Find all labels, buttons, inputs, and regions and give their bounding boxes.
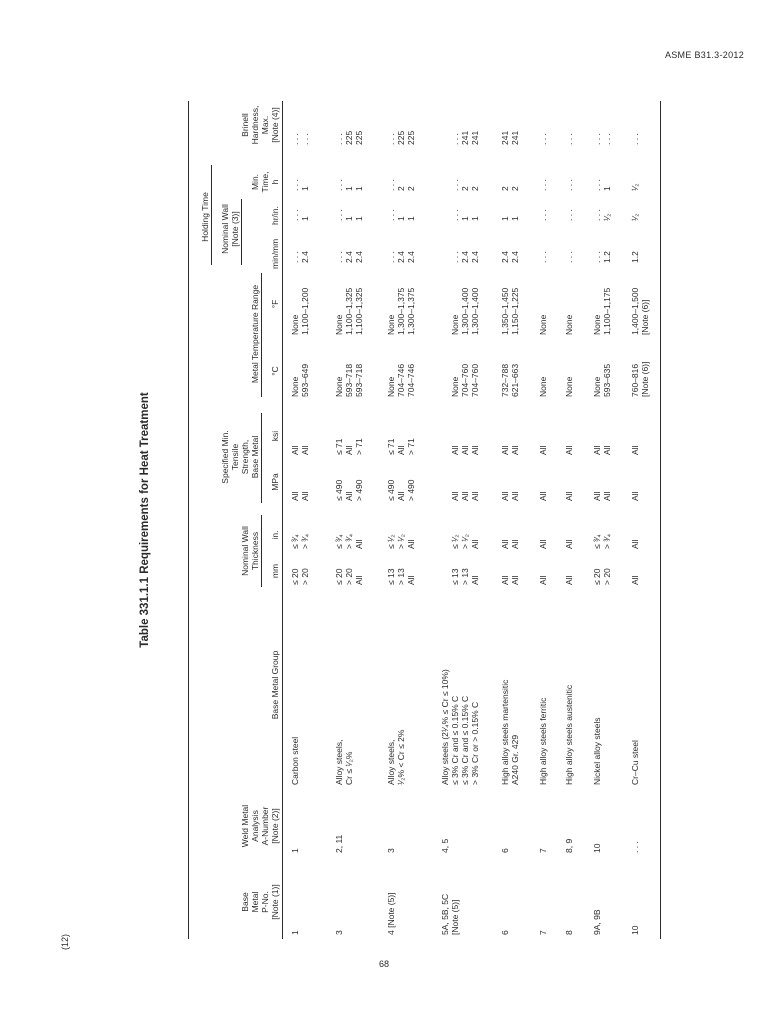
cell-mm: ≤ 20 (334, 568, 344, 585)
cell-f: 1,100–1,175 (602, 287, 612, 335)
cell-f: 1,400–1,500 (630, 287, 640, 335)
cell-hr-in: ¹⁄₂ (602, 213, 612, 221)
cell-brinell: . . . (450, 133, 460, 145)
cell-hr-in: . . . (290, 209, 300, 221)
cell-hr-in: 1 (300, 216, 310, 221)
cell-mm: All (630, 575, 640, 585)
cell-hr-in: . . . (450, 209, 460, 221)
cell-min-mm: . . . (564, 251, 574, 263)
cell-in: > ¹⁄₂ (396, 534, 406, 549)
header-min-mm: min/mm (270, 238, 280, 269)
header-brinell: Max. (260, 115, 270, 135)
cell-ksi: All (592, 445, 602, 455)
cell-brinell: 225 (354, 130, 364, 145)
header-nominal-wall: [Note (3)] (230, 211, 240, 247)
cell-mm: All (500, 575, 510, 585)
cell-min-mm: 2.4 (500, 251, 510, 263)
cell-f: None (334, 314, 344, 335)
header-nominal-wall: Nominal Wall (220, 204, 230, 254)
cell-ksi: All (460, 445, 470, 455)
header-min-time: Time, (260, 171, 270, 193)
header-tensile: Base Metal (250, 435, 260, 479)
cell-mm: > 20 (344, 568, 354, 585)
nominal-wall-rule (241, 199, 242, 265)
cell-min-mm: . . . (450, 251, 460, 263)
cell-h: . . . (290, 179, 300, 191)
cell-in: > ³⁄₄ (300, 533, 310, 549)
cell-c: 593–635 (602, 363, 612, 397)
cell-p-no: 6 (500, 930, 510, 935)
cell-mpa: All (344, 491, 354, 501)
cell-h: . . . (538, 179, 548, 191)
header-bottom-rule (282, 101, 283, 939)
cell-ksi: All (510, 445, 520, 455)
cell-p-no: 10 (630, 925, 640, 935)
cell-group: ≤ 3% Cr and ≤ 0.15% C (460, 695, 470, 785)
header-ksi: ksi (270, 430, 280, 442)
cell-ksi: All (630, 445, 640, 455)
cell-brinell: 225 (344, 130, 354, 145)
header-mm: mm (270, 563, 280, 579)
cell-a-number: 1 (290, 848, 300, 853)
cell-ksi: ≤ 71 (386, 438, 396, 455)
cell-ksi: All (500, 445, 510, 455)
cell-mpa: All (450, 491, 460, 501)
cell-group: ≤ 3% Cr and ≤ 0.15% C (450, 695, 460, 785)
cell-a-number: 6 (500, 848, 510, 853)
cell-h: 1 (300, 186, 310, 191)
cell-brinell: . . . (386, 133, 396, 145)
cell-in: All (354, 539, 364, 549)
cell-in: ≤ ¹⁄₂ (386, 534, 396, 549)
cell-c: None (386, 376, 396, 397)
cell-f: 1,100–1,200 (300, 287, 310, 335)
page-number: 68 (378, 959, 389, 969)
header-p-no: P-No. (260, 891, 270, 913)
cell-hr-in: . . . (386, 209, 396, 221)
cell-f: None (592, 314, 602, 335)
header-tensile: Tensile (230, 443, 240, 471)
cell-mpa: All (470, 491, 480, 501)
cell-f: 1,150–1,225 (510, 287, 520, 335)
cell-c: 732–788 (500, 363, 510, 397)
cell-mm: > 20 (300, 568, 310, 585)
cell-group: High alloy steels martensitic (500, 679, 510, 785)
cell-in: All (564, 539, 574, 549)
cell-c: 704–760 (470, 363, 480, 397)
cell-in: ≤ ³⁄₄ (290, 534, 300, 549)
cell-mm: All (564, 575, 574, 585)
table-title: Table 331.1.1 Requirements for Heat Treatment (139, 392, 151, 648)
cell-f: None (450, 314, 460, 335)
cell-mpa: All (500, 491, 510, 501)
header-p-no: [Note (1)] (270, 884, 280, 920)
cell-hr-in: 1 (510, 216, 520, 221)
header-brinell: Brinell (240, 113, 250, 137)
cell-h: . . . (564, 179, 574, 191)
cell-mpa: All (564, 491, 574, 501)
cell-in: All (510, 539, 520, 549)
header-brinell: [Note (4)] (270, 107, 280, 143)
header-mpa: MPa (270, 473, 280, 491)
heat-treatment-table (140, 95, 760, 945)
cell-brinell: . . . (290, 133, 300, 145)
cell-brinell: . . . (592, 133, 602, 145)
cell-ksi: All (538, 445, 548, 455)
cell-f: 1,350–1,450 (500, 287, 510, 335)
cell-in: All (630, 539, 640, 549)
header-p-no: Metal (250, 891, 260, 913)
cell-min-mm: . . . (334, 251, 344, 263)
cell-group: High alloy steels austenitic (564, 684, 574, 785)
cell-h: 2 (406, 186, 416, 191)
cell-in: All (406, 539, 416, 549)
cell-h: 2 (510, 186, 520, 191)
header-a-number: [Note (2)] (270, 808, 280, 844)
cell-brinell: . . . (300, 133, 310, 145)
cell-in: > ³⁄₄ (344, 533, 354, 549)
header-holding: Holding Time (200, 192, 210, 242)
cell-p-no: 9A, 9B (592, 909, 602, 935)
cell-min-mm: 1.2 (630, 251, 640, 263)
cell-min-mm: 2.4 (460, 251, 470, 263)
cell-p-no: 8 (564, 930, 574, 935)
cell-h: 2 (396, 186, 406, 191)
cell-group: ¹⁄₂% < Cr ≤ 2% (396, 729, 406, 785)
cell-a-number: 7 (538, 848, 548, 853)
cell-mm: > 20 (602, 568, 612, 585)
table-bottom-rule (660, 101, 661, 939)
cell-c: 593–718 (354, 363, 364, 397)
cell-f: [Note (6)] (640, 299, 650, 335)
cell-f: 1,300–1,375 (396, 287, 406, 335)
header-in: in. (270, 530, 280, 540)
cell-c: None (592, 376, 602, 397)
cell-c: [Note (6)] (640, 361, 650, 397)
cell-group: A240 Gr. 429 (510, 734, 520, 785)
cell-h: 2 (470, 186, 480, 191)
cell-brinell: . . . (630, 133, 640, 145)
cell-mpa: All (300, 491, 310, 501)
cell-group: Carbon steel (290, 736, 300, 785)
cell-f: None (290, 314, 300, 335)
cell-min-mm: . . . (386, 251, 396, 263)
cell-mpa: All (630, 491, 640, 501)
cell-mpa: All (602, 491, 612, 501)
cell-group: High alloy steels ferritic (538, 697, 548, 785)
cell-f: 1,300–1,400 (460, 287, 470, 335)
cell-min-mm: 2.4 (510, 251, 520, 263)
cell-f: 1,100–1,325 (354, 287, 364, 335)
cell-p-no: 7 (538, 930, 548, 935)
cell-p-no: 1 (290, 930, 300, 935)
cell-min-mm: . . . (538, 251, 548, 263)
cell-c: 593–649 (300, 363, 310, 397)
header-a-number: Weld Metal (240, 804, 250, 848)
cell-a-number: 2, 11 (334, 834, 344, 853)
cell-min-mm: . . . (592, 251, 602, 263)
cell-ksi: All (396, 445, 406, 455)
cell-hr-in: . . . (538, 209, 548, 221)
cell-in: All (470, 539, 480, 549)
cell-in: ≤ ³⁄₄ (334, 534, 344, 549)
cell-brinell: 241 (460, 130, 470, 145)
header-group: Base Metal Group (270, 650, 280, 720)
cell-h: . . . (334, 179, 344, 191)
cell-ksi: All (470, 445, 480, 455)
cell-hr-in: . . . (592, 209, 602, 221)
cell-in: All (500, 539, 510, 549)
cell-brinell: . . . (538, 133, 548, 145)
header-a-number: Analysis (250, 810, 260, 842)
cell-hr-in: . . . (564, 209, 574, 221)
cell-in: ≤ ³⁄₄ (592, 534, 602, 549)
header-temp-f: °F (270, 299, 280, 309)
cell-group: Alloy steels, (386, 739, 396, 785)
cell-group: Alloy steels (2¹⁄₄% ≤ Cr ≤ 10%) (440, 669, 450, 785)
cell-p-no: 3 (334, 930, 344, 935)
header-thickness: Thickness (250, 531, 260, 571)
cell-brinell: 241 (510, 130, 520, 145)
cell-min-mm: 2.4 (300, 251, 310, 263)
cell-min-mm: 2.4 (406, 251, 416, 263)
cell-in: > ¹⁄₂ (460, 534, 470, 549)
running-header: ASME B31.3-2012 (664, 50, 744, 60)
cell-hr-in: 1 (500, 216, 510, 221)
cell-ksi: All (602, 445, 612, 455)
cell-hr-in: ¹⁄₂ (630, 213, 640, 221)
cell-c: 704–760 (460, 363, 470, 397)
cell-mm: All (538, 575, 548, 585)
cell-f: 1,300–1,375 (406, 287, 416, 335)
cell-hr-in: 1 (460, 216, 470, 221)
cell-hr-in: . . . (334, 209, 344, 221)
header-min-time: Min. (250, 173, 260, 191)
cell-min-mm: . . . (290, 251, 300, 263)
cell-hr-in: 1 (470, 216, 480, 221)
cell-h: . . . (386, 179, 396, 191)
cell-min-mm: 2.4 (396, 251, 406, 263)
cell-c: None (564, 376, 574, 397)
cell-p-no: [Note (5)] (450, 899, 460, 935)
cell-h: . . . (592, 179, 602, 191)
cell-h: 1 (602, 186, 612, 191)
cell-h: 2 (500, 186, 510, 191)
cell-mm: > 13 (460, 568, 470, 585)
cell-mm: ≤ 20 (290, 568, 300, 585)
cell-group: Cr–Cu steel (630, 740, 640, 785)
cell-hr-in: 1 (396, 216, 406, 221)
cell-c: 704–746 (396, 363, 406, 397)
cell-p-no: 4 [Note (5)] (386, 892, 396, 935)
cell-ksi: > 71 (354, 438, 364, 455)
cell-mpa: > 490 (406, 479, 416, 501)
header-p-no: Base (240, 892, 250, 912)
cell-c: None (538, 376, 548, 397)
cell-c: 621–663 (510, 363, 520, 397)
revision-tag: (12) (60, 933, 70, 950)
cell-in: ≤ ¹⁄₂ (450, 534, 460, 549)
cell-a-number: 3 (386, 848, 396, 853)
cell-f: 1,300–1,400 (470, 287, 480, 335)
header-brinell: Hardness, (250, 105, 260, 145)
cell-a-number: 8, 9 (564, 838, 574, 853)
cell-brinell: . . . (334, 133, 344, 145)
header-hr-in: hr/in. (270, 206, 280, 225)
cell-mm: ≤ 13 (450, 568, 460, 585)
cell-group: Cr ≤ ¹⁄₂% (344, 751, 354, 785)
cell-a-number: 10 (592, 843, 602, 853)
cell-h: . . . (450, 179, 460, 191)
cell-mm: All (510, 575, 520, 585)
header-thickness: Nominal Wall (240, 526, 250, 576)
cell-brinell: . . . (602, 133, 612, 145)
cell-group: Nickel alloy steels (592, 717, 602, 785)
cell-min-mm: 2.4 (344, 251, 354, 263)
cell-c: None (334, 376, 344, 397)
header-a-number: A-Number (260, 806, 270, 846)
cell-hr-in: 1 (354, 216, 364, 221)
cell-hr-in: 1 (344, 216, 354, 221)
cell-c: 593–718 (344, 363, 354, 397)
cell-ksi: > 71 (406, 438, 416, 455)
cell-min-mm: 2.4 (470, 251, 480, 263)
cell-c: None (290, 376, 300, 397)
cell-brinell: 225 (396, 130, 406, 145)
header-temp-c: °C (270, 366, 280, 376)
cell-a-number: . . . (630, 841, 640, 853)
temp-rule (261, 273, 262, 397)
cell-mpa: ≤ 490 (334, 479, 344, 501)
cell-mm: > 13 (396, 568, 406, 585)
cell-f: 1,100–1,325 (344, 287, 354, 335)
cell-p-no: 5A, 5B, 5C (440, 893, 450, 935)
header-min-time: h (270, 179, 280, 185)
cell-h: ¹⁄₂ (630, 183, 640, 191)
cell-f: None (386, 314, 396, 335)
cell-f: None (538, 314, 548, 335)
cell-brinell: . . . (564, 133, 574, 145)
header-tensile: Strength, (240, 439, 250, 475)
holding-rule (211, 165, 212, 265)
tensile-rule (261, 413, 262, 503)
cell-in: > ³⁄₄ (602, 533, 612, 549)
cell-ksi: All (300, 445, 310, 455)
cell-mpa: All (538, 491, 548, 501)
cell-brinell: 225 (406, 130, 416, 145)
cell-mm: All (406, 575, 416, 585)
cell-h: 2 (460, 186, 470, 191)
cell-h: 1 (354, 186, 364, 191)
cell-ksi: All (450, 445, 460, 455)
cell-mpa: > 490 (354, 479, 364, 501)
cell-min-mm: 1.2 (602, 251, 612, 263)
cell-c: 760–816 (630, 363, 640, 397)
table-top-rule (188, 101, 189, 939)
cell-mm: ≤ 13 (386, 568, 396, 585)
cell-ksi: All (344, 445, 354, 455)
cell-mpa: All (510, 491, 520, 501)
thickness-rule (261, 515, 262, 587)
cell-mpa: All (396, 491, 406, 501)
cell-c: None (450, 376, 460, 397)
cell-mm: All (470, 575, 480, 585)
cell-a-number: 4, 5 (440, 838, 450, 853)
cell-ksi: ≤ 71 (334, 438, 344, 455)
cell-mpa: All (460, 491, 470, 501)
cell-hr-in: 1 (406, 216, 416, 221)
cell-mpa: ≤ 490 (386, 479, 396, 501)
cell-ksi: All (564, 445, 574, 455)
cell-c: 704–746 (406, 363, 416, 397)
cell-h: 1 (344, 186, 354, 191)
cell-group: > 3% Cr or > 0.15% C (470, 701, 480, 785)
cell-min-mm: 2.4 (354, 251, 364, 263)
cell-group: Alloy steels, (334, 739, 344, 785)
cell-brinell: 241 (500, 130, 510, 145)
cell-mpa: All (592, 491, 602, 501)
header-tensile: Specified Min. (220, 430, 230, 484)
cell-mm: All (354, 575, 364, 585)
cell-mm: ≤ 20 (592, 568, 602, 585)
cell-f: None (564, 314, 574, 335)
cell-ksi: All (290, 445, 300, 455)
header-temp: Metal Temperature Range (250, 284, 260, 384)
cell-mpa: All (290, 491, 300, 501)
cell-brinell: 241 (470, 130, 480, 145)
cell-in: All (538, 539, 548, 549)
